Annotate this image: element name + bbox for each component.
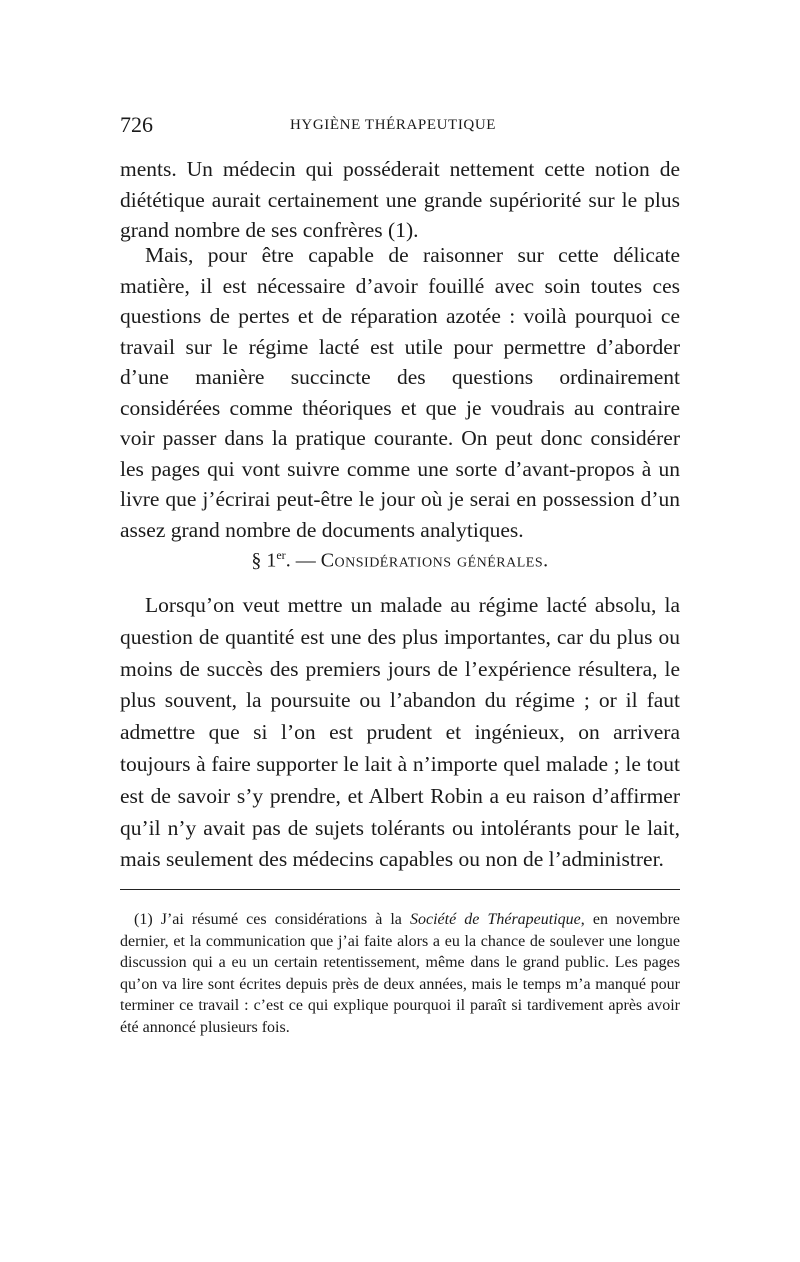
- footnote-text-end: , en novembre dernier, et la communication que j’ai faite alors a eu la chance de soulever une longue discussion qui a eu un certain retentissement, même dans le grand public. Les pages qu’on va lire sont écrites depuis près de deux années, mais le temps m’a manqué pour terminer ce travail : c’est ce qui explique pourquoi il paraît si tardivement après avoir été annoncé plusieurs fois.: [120, 911, 681, 1036]
- footnote-text-start: (1) J’ai résumé ces considérations à la: [134, 911, 410, 928]
- running-title: HYGIÈNE THÉRAPEUTIQUE: [290, 117, 497, 133]
- footnote-divider: [120, 889, 680, 890]
- section-heading: [120, 548, 680, 573]
- body-paragraph-1: [120, 154, 680, 246]
- section-ordinal: er: [276, 548, 286, 562]
- paragraph-text: Mais, pour être capable de raisonner sur cette délicate matière, il est nécessaire d’avoir fouillé avec soin toutes ces questions de pertes et de réparation azotée : voilà pourquoi ce travail sur le régime lacté est utile pour permettre d’aborder d’une manière succincte des questions ordinairement considérées comme théoriques et que je voudrais au contraire voir passer dans la pratique courante. On peut donc considérer les pages qui vont suivre comme une sorte d’avant-propos à un livre que j’écrirai peut-être le jour où je serai en possession d’un assez grand nombre de documents analytiques.: [120, 243, 680, 542]
- page-header: [120, 112, 680, 142]
- body-paragraph-2: [120, 240, 680, 545]
- footnote: [120, 909, 680, 1038]
- body-paragraph-3: [120, 590, 680, 876]
- section-title: Considérations générales.: [320, 549, 549, 572]
- section-separator: . —: [285, 549, 321, 572]
- paragraph-text: ments. Un médecin qui posséderait nettement cette notion de diététique aurait certainement une grande supériorité sur le plus grand nombre de ses confrères (1).: [120, 157, 680, 242]
- section-symbol: § 1: [251, 549, 277, 572]
- page-number: 726: [120, 112, 153, 137]
- footnote-italic-title: Société de Thérapeutique: [410, 911, 581, 928]
- paragraph-text: Lorsqu’on veut mettre un malade au régime lacté absolu, la question de quantité est une des plus importantes, car du plus ou moins de succès des premiers jours de l’expérience résultera, le plus souvent, la poursuite ou l’abandon du régime ; or il faut admettre que si l’on est prudent et ingénieux, on arrivera toujours à faire supporter le lait à n’importe quel malade ; le tout est de savoir s’y prendre, et Albert Robin a eu raison d’affirmer qu’il n’y avait pas de sujets tolérants ou intolérants pour le lait, mais seulement des médecins capables ou non de l’administrer.: [120, 593, 680, 872]
